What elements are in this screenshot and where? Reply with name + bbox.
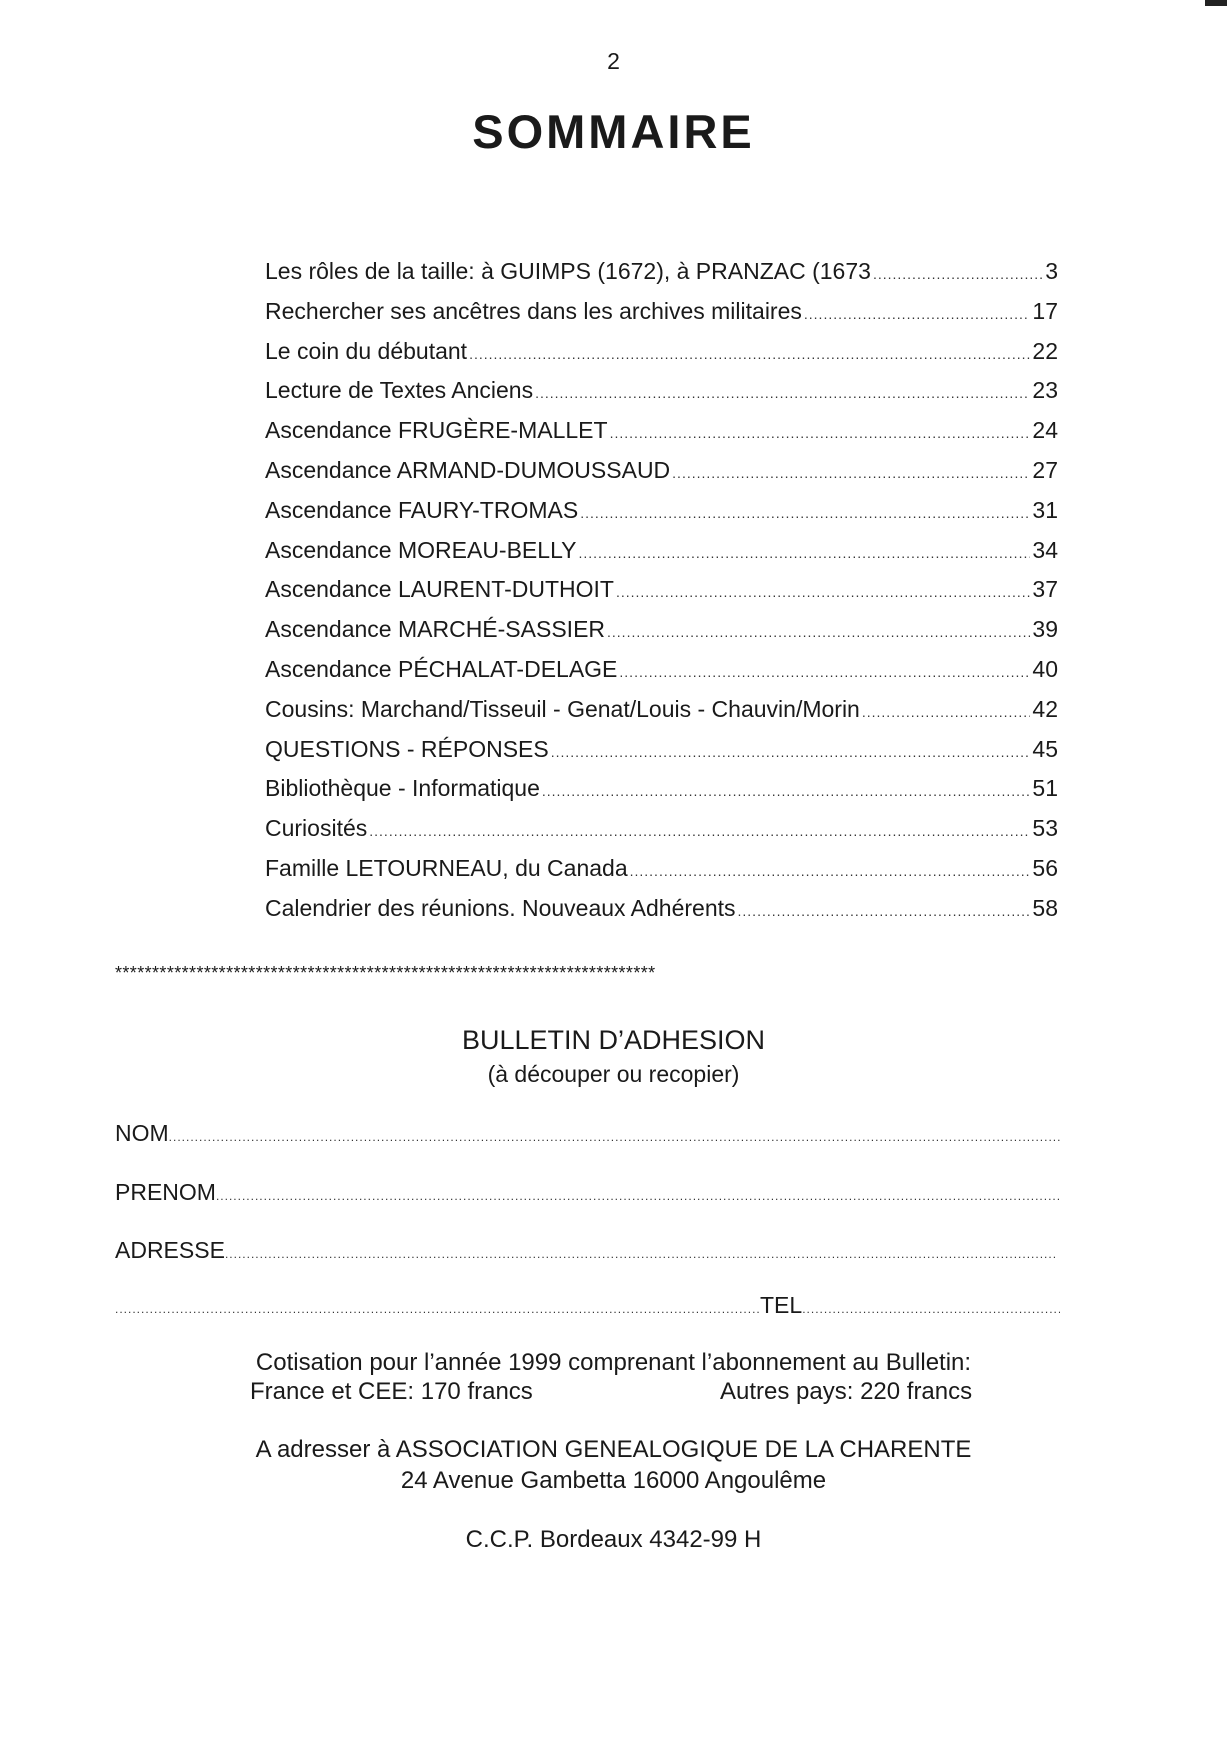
prenom-label: PRENOM <box>115 1179 216 1205</box>
leader-dots <box>630 863 1031 879</box>
toc-entry: Ascendance FAURY-TROMAS ..... 31 <box>265 497 1058 537</box>
leader-dots <box>862 704 1031 720</box>
leader-dots <box>610 425 1031 441</box>
cotisation-text: Cotisation pour l’année 1999 comprenant l’abonnement au Bulletin: <box>255 1349 972 1376</box>
toc-entry: Ascendance ARMAND-DUMOUSSAUD ..... 27 <box>265 457 1058 497</box>
tel-field <box>115 1292 1060 1319</box>
tel-label: TEL <box>760 1292 803 1318</box>
toc-entry: Lecture de Textes Anciens ..... 23 <box>265 377 1058 417</box>
leader-dots <box>873 266 1043 282</box>
nom-label: NOM <box>115 1120 169 1146</box>
mailing-address-org: A adresser à ASSOCIATION GENEALOGIQUE DE LA CHARENTE <box>255 1436 972 1463</box>
cut-line-separator: ************************************************************************* <box>115 963 656 983</box>
nom-field <box>115 1120 1060 1147</box>
toc-entry: Ascendance MOREAU-BELLY ..... 34 <box>265 537 1058 577</box>
leader-dots <box>672 465 1030 481</box>
leader-dots <box>619 664 1030 680</box>
toc-entry: Rechercher ses ancêtres dans les archives militaires ..... 17 <box>265 298 1058 338</box>
fill-in-dots <box>169 1130 1060 1144</box>
leader-dots <box>804 306 1031 322</box>
fill-in-dots <box>115 1302 760 1316</box>
adresse-label: ADRESSE <box>115 1237 225 1263</box>
leader-dots <box>607 624 1030 640</box>
price-other-countries: Autres pays: 220 francs <box>720 1378 973 1405</box>
toc-entry: Les rôles de la taille: à GUIMPS (1672), à PRANZAC (1673 ..... 3 <box>265 258 1058 298</box>
toc-entry: Bibliothèque - Informatique ..... 51 <box>265 775 1058 815</box>
toc-entry: Ascendance PÉCHALAT-DELAGE ..... 40 <box>265 656 1058 696</box>
toc-entry: Calendrier des réunions. Nouveaux Adhérents ..... 58 <box>265 895 1058 935</box>
toc-entry: Cousins: Marchand/Tisseuil - Genat/Louis - Chauvin/Morin ..... 42 <box>265 696 1058 736</box>
mailing-address-street: 24 Avenue Gambetta 16000 Angoulême <box>400 1467 827 1494</box>
leader-dots <box>579 545 1031 561</box>
prenom-field <box>115 1179 1060 1206</box>
page-number: 2 <box>607 48 620 74</box>
bulletin-title: BULLETIN D’ADHESION <box>461 1025 766 1055</box>
page-title: SOMMAIRE <box>472 105 755 158</box>
ccp-account: C.C.P. Bordeaux 4342-99 H <box>465 1526 762 1553</box>
toc-entry: Curiosités ..... 53 <box>265 815 1058 855</box>
leader-dots <box>535 385 1030 401</box>
fill-in-dots <box>802 1302 1060 1316</box>
fill-in-dots <box>225 1247 1055 1261</box>
leader-dots <box>551 744 1031 760</box>
bulletin-subtitle: (à découper ou recopier) <box>487 1061 740 1087</box>
leader-dots <box>580 505 1030 521</box>
toc-entry: Le coin du débutant ..... 22 <box>265 338 1058 378</box>
leader-dots <box>369 823 1030 839</box>
leader-dots <box>616 584 1030 600</box>
table-of-contents <box>265 258 1058 935</box>
toc-entry: QUESTIONS - RÉPONSES ..... 45 <box>265 736 1058 776</box>
toc-entry: Famille LETOURNEAU, du Canada ..... 56 <box>265 855 1058 895</box>
scan-corner-mark <box>1205 0 1227 6</box>
leader-dots <box>469 346 1030 362</box>
leader-dots <box>738 903 1031 919</box>
price-france: France et CEE: 170 francs <box>250 1378 533 1405</box>
toc-entry: Ascendance MARCHÉ-SASSIER ..... 39 <box>265 616 1058 656</box>
toc-entry: Ascendance FRUGÈRE-MALLET ..... 24 <box>265 417 1058 457</box>
adresse-field <box>115 1237 1055 1264</box>
fill-in-dots <box>216 1189 1060 1203</box>
leader-dots <box>542 783 1031 799</box>
toc-entry: Ascendance LAURENT-DUTHOIT ..... 37 <box>265 576 1058 616</box>
